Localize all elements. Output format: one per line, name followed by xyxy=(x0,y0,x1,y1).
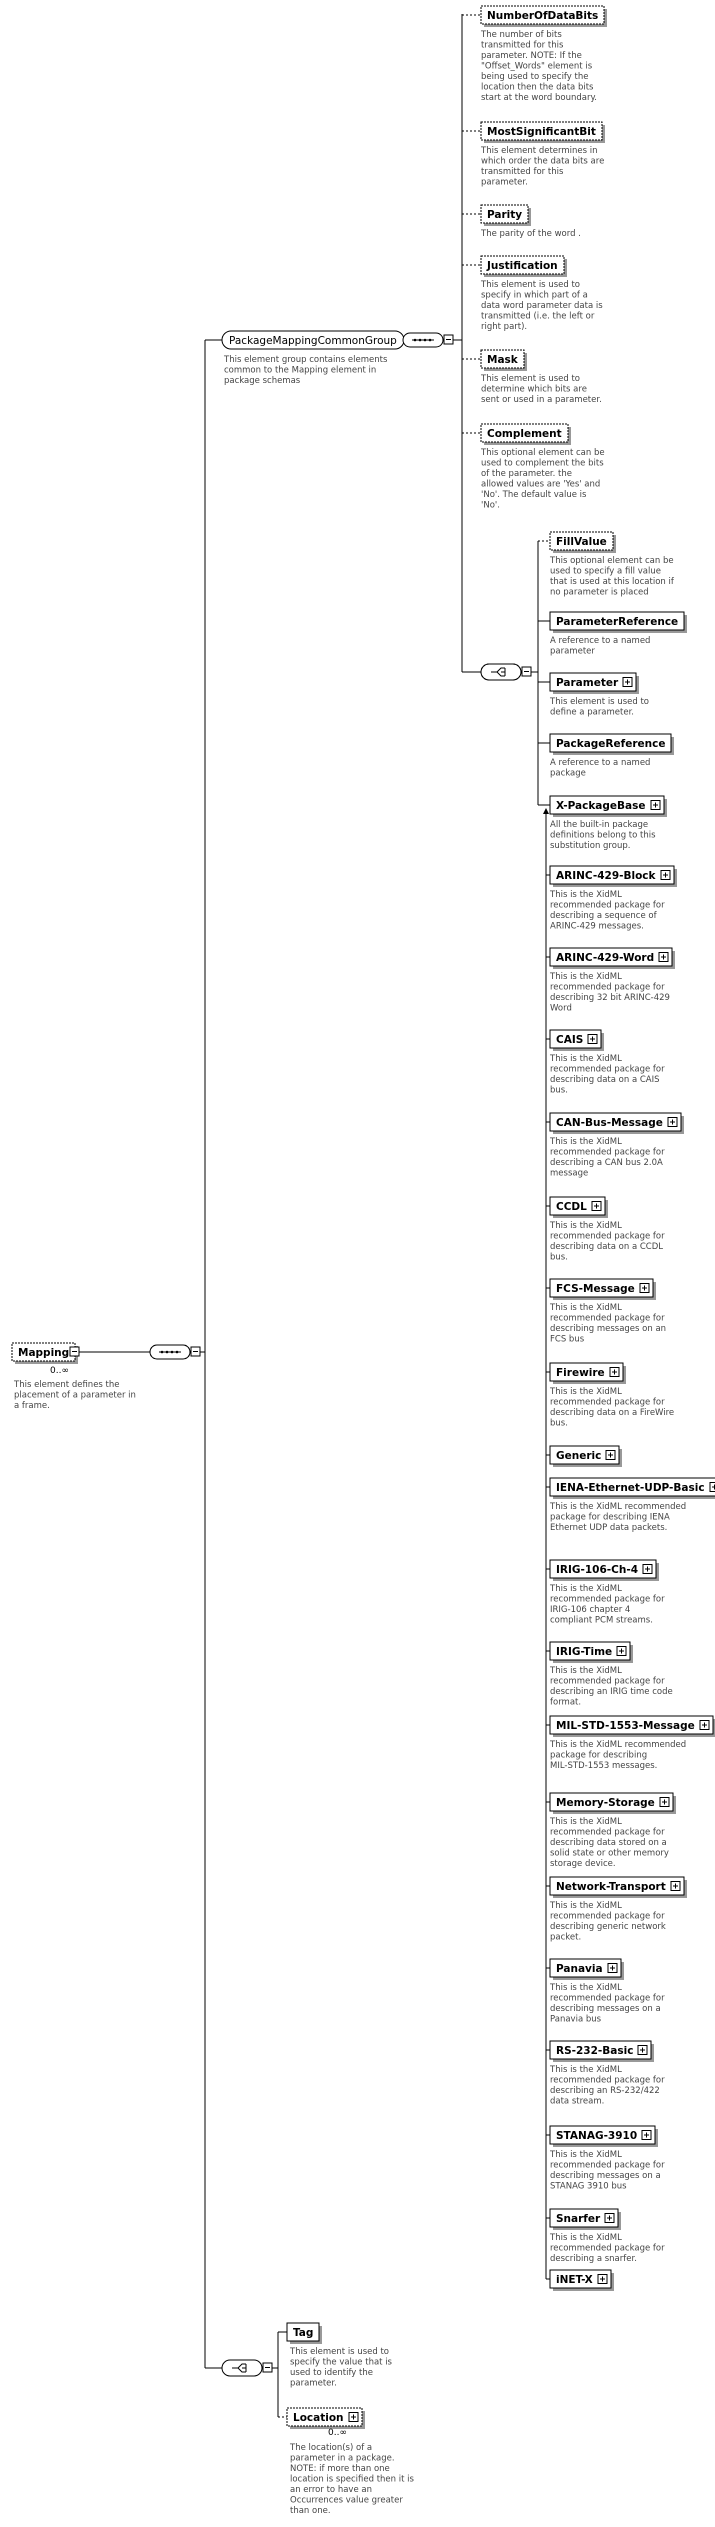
substitution-element-description-line: recommended package for xyxy=(550,982,665,993)
group-element-description-line: The parity of the word . xyxy=(481,229,581,239)
element-name: Complement xyxy=(487,428,562,440)
choice-element-description-line: All the built-in package xyxy=(550,820,649,830)
element-name: Firewire xyxy=(556,1367,605,1379)
element-name: X-PackageBase xyxy=(556,800,646,812)
substitution-element-description-line: describing generic network xyxy=(550,1922,666,1932)
substitution-element-description-line: FCS bus xyxy=(550,1334,585,1345)
substitution-element-description-line: describing data on a FireWire xyxy=(550,1408,675,1418)
substitution-element-description-line: This is the XidML xyxy=(550,1387,622,1397)
element-name: IRIG-106-Ch-4 xyxy=(556,1564,638,1576)
choice-element-description-line: no parameter is placed xyxy=(550,587,649,598)
element-name: ARINC-429-Block xyxy=(556,870,656,882)
substitution-element-description-line: bus. xyxy=(550,1418,568,1429)
element-name: FillValue xyxy=(556,536,607,548)
group-element-description-line: right part). xyxy=(481,322,528,332)
group-element-description-line: parameter. xyxy=(481,177,528,188)
element-name: Mapping xyxy=(18,1347,70,1359)
choice-element-description-line: A reference to a named xyxy=(550,758,651,768)
element-name: CCDL xyxy=(556,1201,587,1213)
bottom-element-description-line: an error to have an xyxy=(290,2485,372,2495)
element-name: Snarfer xyxy=(556,2213,601,2225)
substitution-element-description-line: This is the XidML xyxy=(550,1817,622,1827)
bottom-element-description-line: Occurrences value greater xyxy=(290,2495,403,2506)
bottom-element-description-line: This element is used to xyxy=(290,2347,389,2357)
substitution-element-description-line: This is the XidML xyxy=(550,1584,622,1594)
substitution-element-description-line: This is the XidML xyxy=(550,1054,622,1064)
choice-element-description-line: used to specify a fill value xyxy=(550,566,661,577)
substitution-element-description-line: This is the XidML xyxy=(550,2065,622,2075)
substitution-element-description-line: recommended package for xyxy=(550,1231,665,1242)
substitution-element-description-line: bus. xyxy=(550,1085,568,1096)
element-name: CAN-Bus-Message xyxy=(556,1117,663,1129)
substitution-element-description-line: format. xyxy=(550,1697,582,1708)
choice-element-description-line: substitution group. xyxy=(550,841,631,851)
element-name: MostSignificantBit xyxy=(487,126,596,138)
element-name: Generic xyxy=(556,1450,602,1462)
choice-element-description-line: A reference to a named xyxy=(550,636,651,646)
element-name: Tag xyxy=(293,2327,314,2339)
element-name: Location xyxy=(293,2412,344,2424)
element-name: CAIS xyxy=(556,1034,584,1046)
substitution-element-description-line: This is the XidML xyxy=(550,972,622,982)
substitution-element-description-line: compliant PCM streams. xyxy=(550,1615,653,1626)
bottom-element-description-line: The location(s) of a xyxy=(290,2443,373,2453)
element-name: Memory-Storage xyxy=(556,1797,655,1809)
substitution-element-description-line: This is the XidML xyxy=(550,890,622,900)
substitution-element-description-line: This is the XidML xyxy=(550,2150,622,2160)
element-name: IRIG-Time xyxy=(556,1646,613,1658)
substitution-element-description-line: bus. xyxy=(550,1252,568,1263)
substitution-element-description-line: recommended package for xyxy=(550,1313,665,1324)
substitution-element-description-line: Word xyxy=(550,1003,572,1014)
group-element-description-line: used to complement the bits xyxy=(481,458,604,469)
substitution-element-description-line: describing messages on an xyxy=(550,1324,667,1334)
substitution-element-description-line: recommended package for xyxy=(550,1594,665,1605)
substitution-element-description-line: describing an IRIG time code xyxy=(550,1687,673,1697)
substitution-element-description-line: describing messages on a xyxy=(550,2171,661,2181)
substitution-element-description-line: recommended package for xyxy=(550,1064,665,1075)
root-description-line: This element defines the xyxy=(14,1380,120,1390)
substitution-element-description-line: STANAG 3910 bus xyxy=(550,2181,627,2192)
root-description-line: a frame. xyxy=(14,1401,50,1411)
group-description-line: This element group contains elements xyxy=(224,355,388,365)
substitution-element-description-line: This is the XidML recommended xyxy=(550,1740,687,1750)
substitution-element-description-line: recommended package for xyxy=(550,1676,665,1687)
group-element-description-line: This element is used to xyxy=(481,280,580,290)
substitution-element-description-line: recommended package for xyxy=(550,1827,665,1838)
group-element-description-line: This optional element can be xyxy=(481,448,605,458)
substitution-element-description-line: describing an RS-232/422 xyxy=(550,2086,660,2096)
group-element-description-line: transmitted for this xyxy=(481,40,564,51)
bottom-element-description-line: location is specified then it is xyxy=(290,2474,414,2485)
substitution-element-description-line: recommended package for xyxy=(550,1911,665,1922)
cardinality: 0..∞ xyxy=(50,1366,69,1376)
bottom-element-description-line: parameter in a package. xyxy=(290,2453,395,2464)
substitution-element-description-line: This is the XidML xyxy=(550,1303,622,1313)
element-name: ARINC-429-Word xyxy=(556,952,655,964)
substitution-element-description-line: describing a CAN bus 2.0A xyxy=(550,1158,663,1168)
element-name: Parameter xyxy=(556,677,619,689)
group-element-description-line: 'No'. The default value is xyxy=(481,490,587,500)
bottom-element-description-line: parameter. xyxy=(290,2378,337,2389)
substitution-element-description-line: data stream. xyxy=(550,2096,605,2107)
group-element-description-line: location then the data bits xyxy=(481,82,594,93)
group-element-description-line: of the parameter. the xyxy=(481,469,572,479)
group-description-line: package schemas xyxy=(224,376,301,386)
substitution-element-description-line: recommended package for xyxy=(550,2075,665,2086)
substitution-element-description-line: Ethernet UDP data packets. xyxy=(550,1523,668,1533)
substitution-element-description-line: packet. xyxy=(550,1932,582,1943)
root-description-line: placement of a parameter in xyxy=(14,1390,136,1401)
substitution-element-description-line: This is the XidML recommended xyxy=(550,1502,687,1512)
element-name: IENA-Ethernet-UDP-Basic xyxy=(556,1482,705,1494)
group-name: PackageMappingCommonGroup xyxy=(229,335,397,347)
group-element-description-line: transmitted for this xyxy=(481,167,564,177)
group-element-description-line: parameter. NOTE: If the xyxy=(481,51,582,61)
choice-element-description-line: package xyxy=(550,768,586,779)
substitution-element-description-line: storage device. xyxy=(550,1859,616,1869)
bottom-element-description-line: used to identify the xyxy=(290,2368,373,2378)
element-name: PackageReference xyxy=(556,738,666,750)
element-name: iNET-X xyxy=(556,2274,593,2286)
substitution-element-description-line: Panavia bus xyxy=(550,2014,602,2025)
substitution-element-description-line: package for describing IENA xyxy=(550,1512,670,1523)
substitution-element-description-line: MIL-STD-1553 messages. xyxy=(550,1761,658,1771)
choice-element-description-line: that is used at this location if xyxy=(550,577,674,587)
substitution-element-description-line: describing data on a CAIS xyxy=(550,1075,660,1085)
element-name: Parity xyxy=(487,209,523,221)
group-element-description-line: start at the word boundary. xyxy=(481,93,597,103)
cardinality: 0..∞ xyxy=(328,2428,347,2438)
substitution-element-description-line: describing data stored on a xyxy=(550,1838,667,1848)
substitution-element-description-line: recommended package for xyxy=(550,1147,665,1158)
substitution-element-description-line: This is the XidML xyxy=(550,1666,622,1676)
element-name: Justification xyxy=(487,260,558,272)
group-element-description-line: This element determines in xyxy=(481,146,598,156)
substitution-element-description-line: describing data on a CCDL xyxy=(550,1242,664,1252)
bottom-element-description-line: than one. xyxy=(290,2506,331,2516)
substitution-element-description-line: ARINC-429 messages. xyxy=(550,921,644,932)
substitution-element-description-line: recommended package for xyxy=(550,2160,665,2171)
element-name: STANAG-3910 xyxy=(556,2130,638,2142)
bottom-element-description-line: NOTE: if more than one xyxy=(290,2464,390,2474)
substitution-element-description-line: This is the XidML xyxy=(550,1901,622,1911)
element-name: Mask xyxy=(487,354,518,366)
substitution-element-description-line: describing a snarfer. xyxy=(550,2254,637,2264)
substitution-element-description-line: package for describing xyxy=(550,1750,648,1761)
substitution-element-description-line: describing 32 bit ARINC-429 xyxy=(550,993,670,1003)
group-description-line: common to the Mapping element in xyxy=(224,365,377,376)
element-name: RS-232-Basic xyxy=(556,2045,634,2057)
group-element-description-line: data word parameter data is xyxy=(481,301,603,311)
group-element-description-line: This element is used to xyxy=(481,374,580,384)
group-element-description-line: The number of bits xyxy=(481,30,562,40)
element-name: MIL-STD-1553-Message xyxy=(556,1720,695,1732)
group-element-description-line: which order the data bits are xyxy=(481,156,605,167)
group-element-description-line: allowed values are 'Yes' and xyxy=(481,479,601,490)
substitution-element-description-line: This is the XidML xyxy=(550,1221,622,1231)
element-name: Panavia xyxy=(556,1963,603,1975)
substitution-element-description-line: message xyxy=(550,1168,589,1179)
group-element-description-line: 'No'. xyxy=(481,500,500,511)
element-name: Network-Transport xyxy=(556,1881,666,1893)
substitution-element-description-line: recommended package for xyxy=(550,900,665,911)
choice-element-description-line: define a parameter. xyxy=(550,707,635,718)
substitution-element-description-line: recommended package for xyxy=(550,1993,665,2004)
element-name: NumberOfDataBits xyxy=(487,10,599,22)
substitution-element-description-line: solid state or other memory xyxy=(550,1848,669,1859)
substitution-arrow-icon xyxy=(543,808,549,814)
element-name: FCS-Message xyxy=(556,1283,635,1295)
substitution-element-description-line: recommended package for xyxy=(550,2243,665,2254)
substitution-element-description-line: This is the XidML xyxy=(550,1137,622,1147)
group-element-description-line: transmitted (i.e. the left or xyxy=(481,311,595,322)
choice-element-description-line: This optional element can be xyxy=(550,556,674,566)
bottom-element-description-line: specify the value that is xyxy=(290,2357,392,2368)
choice-element-description-line: parameter xyxy=(550,646,595,657)
choice-element-description-line: This element is used to xyxy=(550,697,649,707)
substitution-element-description-line: This is the XidML xyxy=(550,2233,622,2243)
group-element-description-line: being used to specify the xyxy=(481,72,589,82)
group-element-description-line: "Offset_Words" element is xyxy=(481,61,593,72)
substitution-element-description-line: recommended package for xyxy=(550,1397,665,1408)
substitution-element-description-line: This is the XidML xyxy=(550,1983,622,1993)
substitution-element-description-line: IRIG-106 chapter 4 xyxy=(550,1605,631,1615)
group-element-description-line: sent or used in a parameter. xyxy=(481,395,602,405)
group-element-description-line: determine which bits are xyxy=(481,384,587,395)
element-name: ParameterReference xyxy=(556,616,679,628)
choice-element-description-line: definitions belong to this xyxy=(550,830,656,841)
substitution-element-description-line: describing messages on a xyxy=(550,2004,661,2014)
group-element-description-line: specify in which part of a xyxy=(481,290,588,301)
substitution-element-description-line: describing a sequence of xyxy=(550,911,657,921)
